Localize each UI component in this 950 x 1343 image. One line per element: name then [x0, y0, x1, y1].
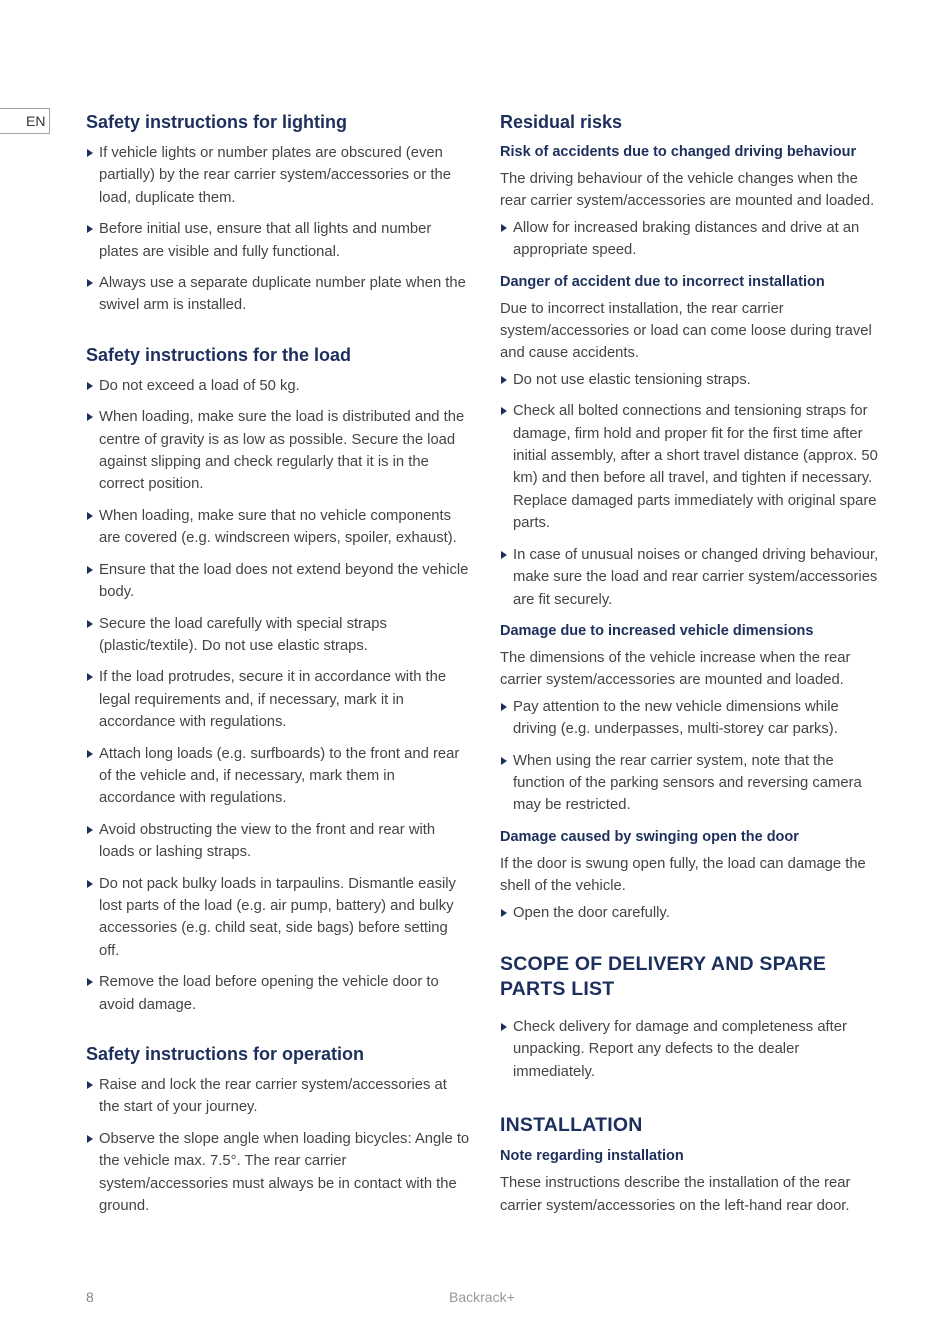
- bullet-triangle-icon: [87, 826, 93, 834]
- bullet-triangle-icon: [87, 225, 93, 233]
- bullet-triangle-icon: [87, 382, 93, 390]
- list-item: Avoid obstructing the view to the front and rear with loads or lashing straps.: [86, 819, 470, 864]
- bullet-triangle-icon: [501, 407, 507, 415]
- bullet-triangle-icon: [501, 909, 507, 917]
- list-item: Do not pack bulky loads in tarpaulins. Dismantle easily lost parts of the load (e.g. air pump, battery) and bulky accessories (e.g. child seat, side bags) before setting off.: [86, 873, 470, 963]
- lighting-section: [86, 110, 470, 317]
- door-subheading: Damage caused by swinging open the door: [500, 828, 799, 845]
- list-item: Secure the load carefully with special straps (plastic/textile). Do not use elastic straps.: [86, 613, 470, 658]
- dimensions-subheading: Damage due to increased vehicle dimensions: [500, 622, 814, 639]
- bullet-triangle-icon: [87, 673, 93, 681]
- list-item: Before initial use, ensure that all lights and number plates are visible and fully functional.: [86, 218, 470, 263]
- bullet-triangle-icon: [87, 880, 93, 888]
- bullet-triangle-icon: [87, 1135, 93, 1143]
- bullet-triangle-icon: [87, 1081, 93, 1089]
- scope-list: [500, 1016, 885, 1083]
- right-column: [500, 110, 885, 1221]
- lighting-list: [86, 142, 470, 317]
- brand-footer: Backrack+: [449, 1289, 515, 1305]
- bullet-triangle-icon: [87, 279, 93, 287]
- list-item: Open the door carefully.: [500, 902, 885, 924]
- behaviour-subheading: Risk of accidents due to changed driving behaviour: [500, 144, 857, 160]
- list-item: In case of unusual noises or changed driving behaviour, make sure the load and rear carrier system/accessories are fit securely.: [500, 544, 885, 611]
- scope-heading: SCOPE OF DELIVERY AND SPARE PARTS LIST: [500, 952, 827, 1000]
- bullet-triangle-icon: [501, 376, 507, 384]
- list-item: Always use a separate duplicate number plate when the swivel arm is installed.: [86, 272, 470, 317]
- list-item: Attach long loads (e.g. surfboards) to the front and rear of the vehicle and, if necessary, mark them in accordance with regulations.: [86, 743, 470, 810]
- bullet-triangle-icon: [501, 703, 507, 711]
- list-item: When loading, make sure that no vehicle components are covered (e.g. windscreen wipers, spoiler, exhaust).: [86, 505, 470, 550]
- bullet-triangle-icon: [87, 413, 93, 421]
- installation-note-subheading: Note regarding installation: [500, 1148, 684, 1165]
- installation-note-text: These instructions describe the installation of the rear carrier system/accessories on the left-hand rear door.: [500, 1175, 851, 1214]
- installation-danger-list: [500, 369, 885, 611]
- bullet-triangle-icon: [87, 620, 93, 628]
- load-list: [86, 375, 470, 1016]
- bullet-triangle-icon: [501, 551, 507, 559]
- residual-risks-section: [500, 110, 885, 924]
- behaviour-list: [500, 217, 885, 262]
- list-item: Check delivery for damage and completeness after unpacking. Report any defects to the dealer immediately.: [500, 1016, 885, 1083]
- list-item: When loading, make sure the load is distributed and the centre of gravity is as low as possible. Secure the load against slipping and check regularly that it is in the correct position.: [86, 406, 470, 496]
- scope-section: [500, 952, 885, 1083]
- door-list: [500, 902, 885, 924]
- operation-list: [86, 1074, 470, 1217]
- bullet-triangle-icon: [501, 757, 507, 765]
- installation-section: [500, 1113, 885, 1217]
- left-column: [86, 110, 470, 1226]
- list-item: If the load protrudes, secure it in accordance with the legal requirements and, if necessary, mark it in accordance with regulations.: [86, 666, 470, 733]
- list-item: Observe the slope angle when loading bicycles: Angle to the vehicle max. 7.5°. The rear carrier system/accessories must always be in contact with the ground.: [86, 1128, 470, 1218]
- behaviour-text: The driving behaviour of the vehicle changes when the rear carrier system/accessories are mounted and loaded.: [500, 171, 875, 210]
- door-text: If the door is swung open fully, the load can damage the shell of the vehicle.: [500, 855, 866, 895]
- bullet-triangle-icon: [87, 566, 93, 574]
- residual-risks-heading: Residual risks: [500, 112, 623, 132]
- list-item: Do not use elastic tensioning straps.: [500, 369, 885, 391]
- dimensions-text: The dimensions of the vehicle increase when the rear carrier system/accessories are mounted and loaded.: [500, 649, 851, 689]
- list-item: Raise and lock the rear carrier system/accessories at the start of your journey.: [86, 1074, 470, 1119]
- load-section: [86, 343, 470, 1016]
- list-item: If vehicle lights or number plates are obscured (even partially) by the rear carrier system/accessories or the load, duplicate them.: [86, 142, 470, 209]
- installation-danger-subheading: Danger of accident due to incorrect installation: [500, 273, 825, 290]
- list-item: Ensure that the load does not extend beyond the vehicle body.: [86, 559, 470, 604]
- bullet-triangle-icon: [87, 149, 93, 157]
- list-item: When using the rear carrier system, note that the function of the parking sensors and reversing camera may be restricted.: [500, 750, 885, 817]
- operation-heading: Safety instructions for operation: [86, 1044, 365, 1064]
- bullet-triangle-icon: [87, 978, 93, 986]
- language-tab: EN: [0, 108, 50, 134]
- list-item: Allow for increased braking distances and drive at an appropriate speed.: [500, 217, 885, 262]
- list-item: Do not exceed a load of 50 kg.: [86, 375, 470, 397]
- list-item: Remove the load before opening the vehicle door to avoid damage.: [86, 971, 470, 1016]
- lighting-heading: Safety instructions for lighting: [86, 112, 348, 132]
- list-item: Check all bolted connections and tensioning straps for damage, firm hold and proper fit for the first time after initial assembly, after a short travel distance (approx. 50 km) and then before all travel, and tighten if necessary. Replace damaged parts immediately with original spare parts.: [500, 400, 885, 534]
- installation-danger-text: Due to incorrect installation, the rear carrier system/accessories or load can come loose during travel and cause accidents.: [500, 300, 872, 362]
- load-heading: Safety instructions for the load: [86, 344, 352, 365]
- page-number: 8: [86, 1289, 94, 1305]
- bullet-triangle-icon: [87, 750, 93, 758]
- bullet-triangle-icon: [87, 512, 93, 520]
- dimensions-list: [500, 696, 885, 817]
- bullet-triangle-icon: [501, 1023, 507, 1031]
- list-item: Pay attention to the new vehicle dimensions while driving (e.g. underpasses, multi-storey car parks).: [500, 696, 885, 741]
- bullet-triangle-icon: [501, 224, 507, 232]
- operation-section: [86, 1042, 470, 1217]
- installation-heading: INSTALLATION: [500, 1114, 643, 1137]
